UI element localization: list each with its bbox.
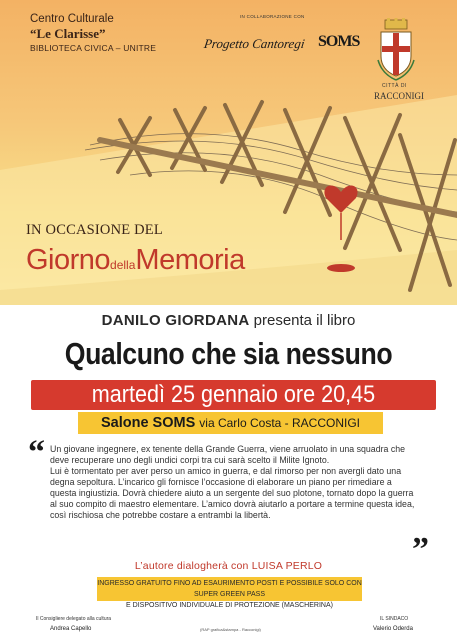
event-datetime: martedì 25 gennaio ore 20,45 — [91, 381, 376, 408]
author-name: DANILO GIORDANA — [101, 312, 250, 329]
soms-logo: SOMS — [318, 33, 360, 50]
book-title: Qualcuno che sia nessuno — [64, 336, 393, 371]
city-crest-icon — [376, 18, 416, 82]
organizer-type: Centro Culturale — [30, 13, 114, 25]
author-line — [0, 312, 457, 329]
della-word: della — [110, 258, 136, 272]
memoria-word: Memoria — [135, 244, 245, 276]
notice-line: E DISPOSITIVO INDIVIDUALE DI PROTEZIONE (MASCHERINA) — [126, 602, 333, 609]
notice-line: INGRESSO GRATUITO FINO AD ESAURIMENTO POSTI E POSSIBILE SOLO CON SUPER GREEN PASS — [97, 580, 362, 598]
open-quote-icon: “ — [28, 434, 45, 471]
description-paragraph: Un giovane ingegnere, ex tenente della Grande Guerra, viene arruolato in una squadra che deve recuperare uno degli undici corpi tra cui sarà scelto il Milite Ignoto. — [50, 444, 406, 465]
city-label: CITTÀ DI — [382, 83, 407, 89]
header-banner — [0, 0, 457, 305]
venue-band — [78, 412, 383, 434]
close-quote-icon: ” — [412, 531, 429, 568]
mayor-name: Valerio Oderda — [373, 626, 413, 632]
printer-credit: (RAP grafica&stampa - Racconigi) — [200, 627, 261, 632]
book-description — [50, 444, 420, 521]
city-name: RACCONIGI — [374, 91, 425, 101]
presents-text: presenta il libro — [253, 312, 356, 329]
councillor-name: Andrea Capello — [50, 626, 92, 632]
giorno-della-memoria-title — [26, 244, 245, 277]
description-paragraph: Lui è tormentato per aver perso un amico in guerra, e dal rimorso per non avergli dato una degna sepoltura. L’incarico gli fornisce l’occasione di elaborare un piano per rimediare a questa ingiustizia. Dovrà chiedere aiuto a un sergente del suo plotone, tornato dopo la guerra al suo compito di maestro elementare. L’amico dovrà aiutarlo a portare a termine questa idea, così rischiosa che potrebbe costare a entrambi la libertà. — [50, 466, 415, 520]
giorno-word: Giorno — [26, 244, 111, 276]
councillor-role: Il Consigliere delegato alla cultura — [36, 616, 112, 622]
collaboration-label: IN COLLABORAZIONE CON — [240, 14, 305, 19]
mayor-role: IL SINDACO — [380, 616, 409, 622]
venue-address: via Carlo Costa - RACCONIGI — [199, 416, 360, 430]
dialogue-note: L’autore dialogherà con LUISA PERLO — [134, 560, 323, 572]
organizer-subtitle: BIBLIOTECA CIVICA – UNITRE — [30, 43, 157, 53]
access-notice — [97, 577, 362, 609]
organizer-block — [30, 12, 156, 54]
organizer-name: “Le Clarisse” — [30, 26, 106, 41]
venue-name: Salone SOMS — [100, 415, 196, 431]
event-datetime-band — [31, 380, 436, 410]
occasion-label: IN OCCASIONE DEL — [26, 222, 163, 238]
progetto-cantoregi-logo: Progetto Cantoregi — [203, 36, 306, 51]
